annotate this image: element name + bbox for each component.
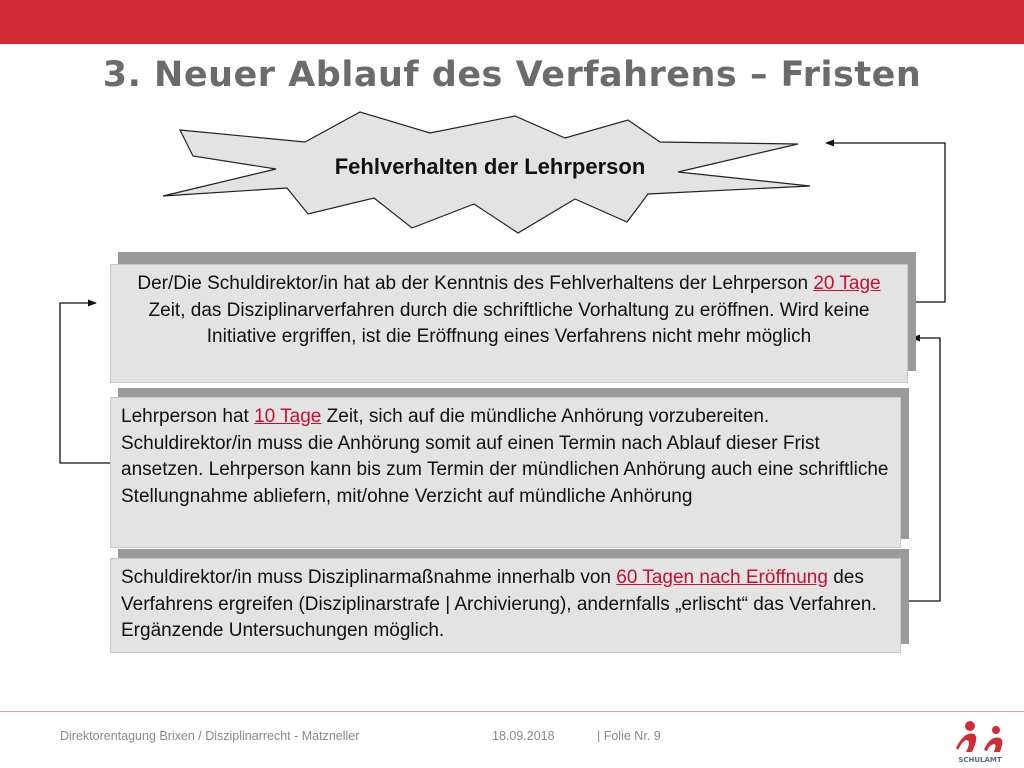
box-text bbox=[121, 565, 890, 645]
deadline-box-60-days bbox=[110, 554, 909, 655]
schulamt-logo bbox=[944, 718, 1016, 764]
footer-event: Direktorentagung Brixen / Disziplinarrecht - Matzneller bbox=[60, 729, 360, 743]
box-face bbox=[110, 264, 908, 383]
slide-title: 3. Neuer Ablauf des Verfahrens – Fristen bbox=[102, 55, 922, 95]
footer-slide-number: | Folie Nr. 9 bbox=[597, 729, 661, 743]
box-text-part: Zeit, das Disziplinarverfahren durch die schriftliche Vorhaltung zu eröffnen. Wird keine Initiative ergriffen, ist die Eröffnung eines Verfahrens nicht mehr möglich bbox=[148, 299, 870, 347]
box-text-part: Zeit, sich auf die mündliche Anhörung vorzubereiten. Schuldirektor/in muss die Anhörung somit auf einen Termin nach Ablauf dieser Frist ansetzen. Lehrperson kann bis zum Termin der mündlichen Anhörung auch eine schriftliche Stellungnahme abliefern, mit/ohne Verzicht auf mündliche Anhörung bbox=[121, 406, 889, 507]
box-face bbox=[110, 558, 901, 653]
box-text bbox=[125, 271, 893, 351]
footer-divider bbox=[0, 711, 1024, 712]
box-text-part: des Verfahrens ergreifen (Disziplinarstrafe | Archivierung), andernfalls „erlischt“ das Verfahren. Ergänzende Untersuchungen möglich. bbox=[121, 567, 877, 641]
svg-text:SCHULAMT: SCHULAMT bbox=[958, 756, 1002, 764]
box-text-part: Schuldirektor/in muss Disziplinarmaßnahme innerhalb von bbox=[121, 567, 617, 588]
deadline-highlight: 10 Tage bbox=[254, 406, 322, 427]
box-text-part: Der/Die Schuldirektor/in hat ab der Kenntnis des Fehlverhaltens der Lehrperson bbox=[137, 273, 814, 294]
box-text bbox=[121, 404, 890, 510]
arrow-box2-to-box1 bbox=[60, 303, 110, 463]
starburst-label: Fehlverhalten der Lehrperson bbox=[334, 154, 646, 179]
footer-date: 18.09.2018 bbox=[492, 729, 555, 743]
deadline-highlight: 60 Tagen nach Eröffnung bbox=[616, 567, 828, 588]
deadline-highlight: 20 Tage bbox=[813, 273, 881, 294]
deadline-box-20-days bbox=[110, 257, 916, 384]
box-text-part: Lehrperson hat bbox=[121, 406, 255, 427]
box-face bbox=[110, 397, 901, 548]
deadline-box-10-days bbox=[110, 393, 909, 548]
